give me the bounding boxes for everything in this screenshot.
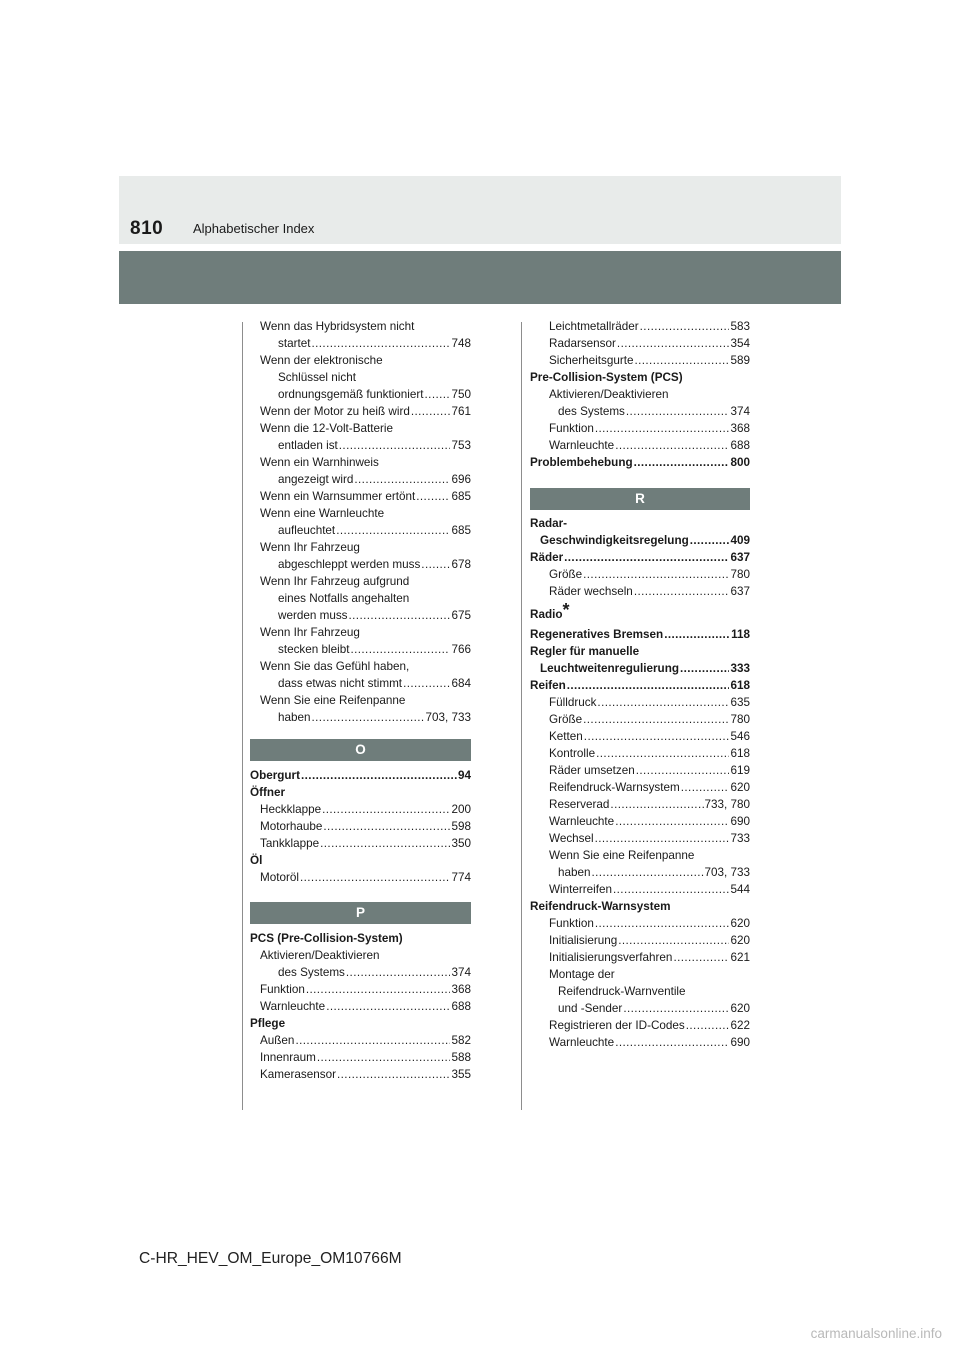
index-subentry[interactable]: Ketten ..... 546: [530, 728, 750, 745]
index-subentry: Wenn das Hybridsystem nicht: [260, 320, 415, 333]
index-subentry[interactable]: Warnleuchte ..... 690: [530, 813, 750, 830]
index-entry: Öl: [250, 854, 263, 867]
index-subentry[interactable]: Kamerasensor ..... 355: [250, 1066, 471, 1083]
index-subentry[interactable]: Warnleuchte ..... 690: [530, 1034, 750, 1051]
index-subentry-continuation[interactable]: werden muss ..... 675: [250, 607, 471, 624]
index-subentry[interactable]: Funktion ..... 368: [530, 420, 750, 437]
index-entry-continuation[interactable]: Geschwindigkeitsregelung ..... 409: [530, 532, 750, 549]
document-id: C-HR_HEV_OM_Europe_OM10766M: [139, 1250, 402, 1267]
index-entry: Regler für manuelle: [530, 645, 640, 658]
index-subentry-continuation[interactable]: startet ..... 748: [250, 335, 471, 352]
footnote-asterisk: *: [562, 600, 570, 620]
index-subentry: Wenn Ihr Fahrzeug: [260, 626, 360, 639]
index-subentry[interactable]: Reifendruck-Warnsystem ..... 620: [530, 779, 750, 796]
index-entry[interactable]: Radio*: [530, 600, 570, 621]
index-subentry[interactable]: Wenn der Motor zu heiß wird ..... 761: [250, 403, 471, 420]
index-subentry[interactable]: Motorhaube ..... 598: [250, 818, 471, 835]
index-subentry[interactable]: haben ..... 703, 733: [530, 864, 750, 881]
index-entry: PCS (Pre-Collision-System): [250, 932, 403, 945]
index-entry[interactable]: Reifen ..... 618: [530, 677, 750, 694]
index-subentry[interactable]: Größe ..... 780: [530, 566, 750, 583]
index-subentry-continuation[interactable]: abgeschleppt werden muss ..... 678: [250, 556, 471, 573]
index-entry[interactable]: Regeneratives Bremsen ..... 118: [530, 626, 750, 643]
index-subentry[interactable]: Winterreifen ..... 544: [530, 881, 750, 898]
index-entry: Öffner: [250, 786, 286, 799]
index-subentry[interactable]: Initialisierung ..... 620: [530, 932, 750, 949]
index-subentry: Aktivieren/Deaktivieren: [260, 949, 380, 962]
index-subentry[interactable]: Radarsensor ..... 354: [530, 335, 750, 352]
watermark: carmanualsonline.info: [810, 1326, 942, 1341]
index-subentry[interactable]: Wechsel ..... 733: [530, 830, 750, 847]
index-subentry: Wenn ein Warnhinweis: [260, 456, 379, 469]
index-subentry[interactable]: Funktion ..... 368: [250, 981, 471, 998]
index-subentry[interactable]: Räder umsetzen ..... 619: [530, 762, 750, 779]
index-subentry: Wenn eine Warnleuchte: [260, 507, 385, 520]
section-title: Alphabetischer Index: [193, 221, 315, 236]
index-entry[interactable]: Obergurt ..... 94: [250, 767, 471, 784]
index-subentry[interactable]: und -Sender ..... 620: [530, 1000, 750, 1017]
index-subentry-continuation[interactable]: aufleuchtet ..... 685: [250, 522, 471, 539]
index-subentry: Aktivieren/Deaktivieren: [549, 388, 669, 401]
index-subentry[interactable]: Funktion ..... 620: [530, 915, 750, 932]
index-subentry-continuation: Schlüssel nicht: [278, 371, 356, 384]
index-entry: Pre-Collision-System (PCS): [530, 371, 683, 384]
index-column-left: [250, 318, 471, 1083]
index-group-reifen: [530, 694, 750, 847]
index-subentry[interactable]: Sicherheitsgurte ..... 589: [530, 352, 750, 369]
index-subentry-continuation: eines Notfalls angehalten: [278, 592, 410, 605]
index-subentry-continuation[interactable]: ordnungsgemäß funktioniert ..... 750: [250, 386, 471, 403]
letter-heading-p: P: [250, 902, 471, 924]
index-entry: Pflege: [250, 1017, 286, 1030]
index-subentry-continuation[interactable]: stecken bleibt ..... 766: [250, 641, 471, 658]
index-subentry[interactable]: Warnleuchte ..... 688: [530, 437, 750, 454]
index-subentry[interactable]: Außen ..... 582: [250, 1032, 471, 1049]
index-entry[interactable]: Problembehebung ..... 800: [530, 454, 750, 471]
index-group-wenn: [250, 318, 471, 726]
index-entry: Reifendruck-Warnsystem: [530, 900, 671, 913]
index-subentry: Wenn Sie das Gefühl haben,: [260, 660, 410, 673]
index-subentry[interactable]: Registrieren der ID-Codes ..... 622: [530, 1017, 750, 1034]
index-subentry[interactable]: Heckklappe ..... 200: [250, 801, 471, 818]
index-column-right: [530, 318, 750, 1051]
page-number: 810: [130, 218, 164, 239]
index-subentry[interactable]: Tankklappe ..... 350: [250, 835, 471, 852]
index-subentry[interactable]: Reserverad ..... 733, 780: [530, 796, 750, 813]
index-subentry-continuation[interactable]: angezeigt wird ..... 696: [250, 471, 471, 488]
index-subentry-continuation[interactable]: haben ..... 703, 733: [250, 709, 471, 726]
index-subentry: Wenn der elektronische: [260, 354, 383, 367]
right-column-rule: [521, 322, 522, 1110]
index-subentry[interactable]: des Systems ..... 374: [250, 964, 471, 981]
index-subentry: Wenn die 12-Volt-Batterie: [260, 422, 393, 435]
index-subentry: Wenn Sie eine Reifenpanne: [549, 849, 695, 862]
index-entry-continuation[interactable]: Leuchtweitenregulierung ..... 333: [530, 660, 750, 677]
index-subentry: Montage der: [549, 968, 615, 981]
index-subentry: Wenn Ihr Fahrzeug aufgrund: [260, 575, 410, 588]
index-subentry[interactable]: Warnleuchte ..... 688: [250, 998, 471, 1015]
index-subentry[interactable]: Leichtmetallräder ..... 583: [530, 318, 750, 335]
index-subentry[interactable]: Wenn ein Warnsummer ertönt ..... 685: [250, 488, 471, 505]
index-entry: Radar-: [530, 517, 568, 530]
index-subentry[interactable]: Räder wechseln ..... 637: [530, 583, 750, 600]
index-entry[interactable]: Räder ..... 637: [530, 549, 750, 566]
index-subentry-continuation[interactable]: entladen ist ..... 753: [250, 437, 471, 454]
index-subentry-continuation[interactable]: dass etwas nicht stimmt ..... 684: [250, 675, 471, 692]
index-subentry[interactable]: Initialisierungsverfahren ..... 621: [530, 949, 750, 966]
index-subentry: Reifendruck-Warnventile: [558, 985, 686, 998]
letter-heading-r: R: [530, 488, 750, 510]
index-subentry[interactable]: Größe ..... 780: [530, 711, 750, 728]
index-subentry: Wenn Sie eine Reifenpanne: [260, 694, 406, 707]
index-subentry[interactable]: Kontrolle ..... 618: [530, 745, 750, 762]
header-dark-band: [119, 251, 841, 304]
index-subentry[interactable]: des Systems ..... 374: [530, 403, 750, 420]
letter-heading-o: O: [250, 739, 471, 761]
left-column-rule: [242, 322, 243, 1110]
index-subentry[interactable]: Innenraum ..... 588: [250, 1049, 471, 1066]
index-subentry: Wenn Ihr Fahrzeug: [260, 541, 360, 554]
index-subentry[interactable]: Motoröl ..... 774: [250, 869, 471, 886]
index-subentry[interactable]: Fülldruck ..... 635: [530, 694, 750, 711]
